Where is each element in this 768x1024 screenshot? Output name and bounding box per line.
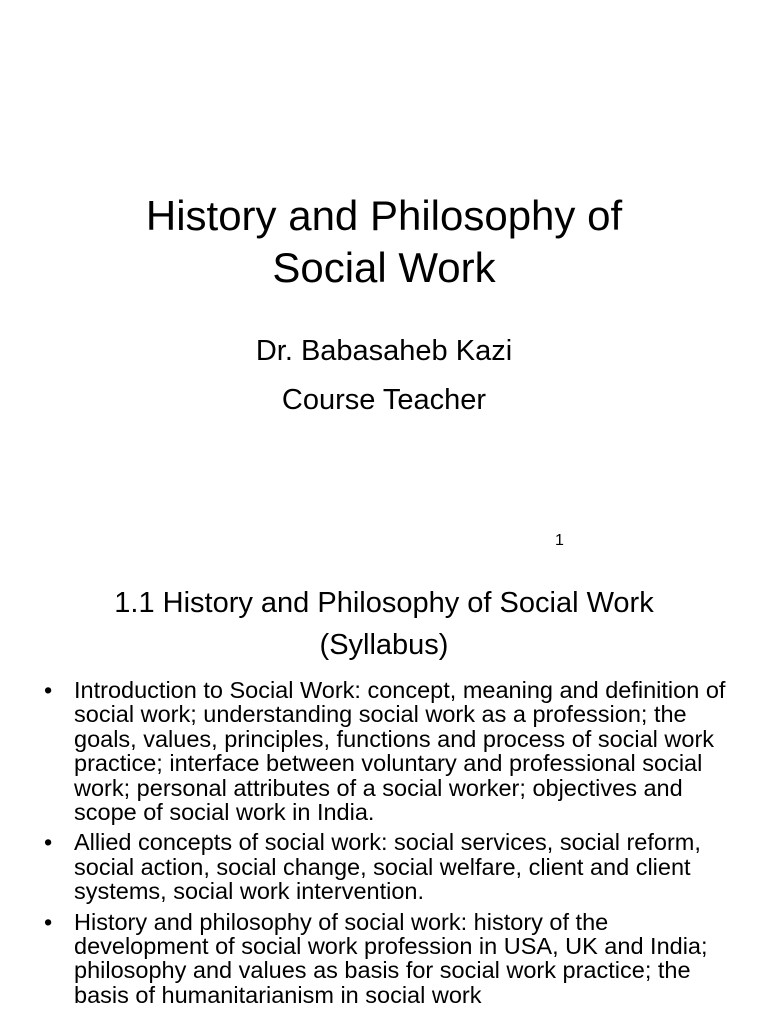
bullet-marker: • [44,677,53,703]
syllabus-heading-line-1: 1.1 History and Philosophy of Social Work [114,587,654,619]
bullet-item [40,830,730,903]
author-name: Dr. Babasaheb Kazi [255,335,513,367]
slide-title-line-2: Social Work [272,244,496,291]
slide-title [0,190,768,294]
author-role: Course Teacher [281,384,487,416]
bullet-text: Allied concepts of social work: social services, social reform, social action, social change, social welfare, client and client systems, social work intervention. [74,829,701,905]
page-number: 1 [555,532,564,549]
bullet-text: Introduction to Social Work: concept, meaning and definition of social work; understanding social work as a profession; the goals, values, principles, functions and process of social work practice; interface between voluntary and professional social work; personal attributes of a social worker; objectives and scope of social work in India. [74,677,726,826]
bullet-text: History and philosophy of social work: history of the development of social work profession in USA, UK and India; philosophy and values as basis for social work practice; the basis of humanitarianism in social work [74,908,708,1008]
bullet-item [40,678,730,824]
bullet-marker: • [44,829,53,856]
syllabus-heading-line-2: (Syllabus) [319,629,449,661]
bullet-marker: • [44,908,53,935]
slide-title-line-1: History and Philosophy of [145,192,623,239]
bullet-item [40,910,730,1008]
syllabus-bullet-list [40,678,730,1013]
slide-2 [0,560,768,1024]
syllabus-heading [0,582,768,666]
